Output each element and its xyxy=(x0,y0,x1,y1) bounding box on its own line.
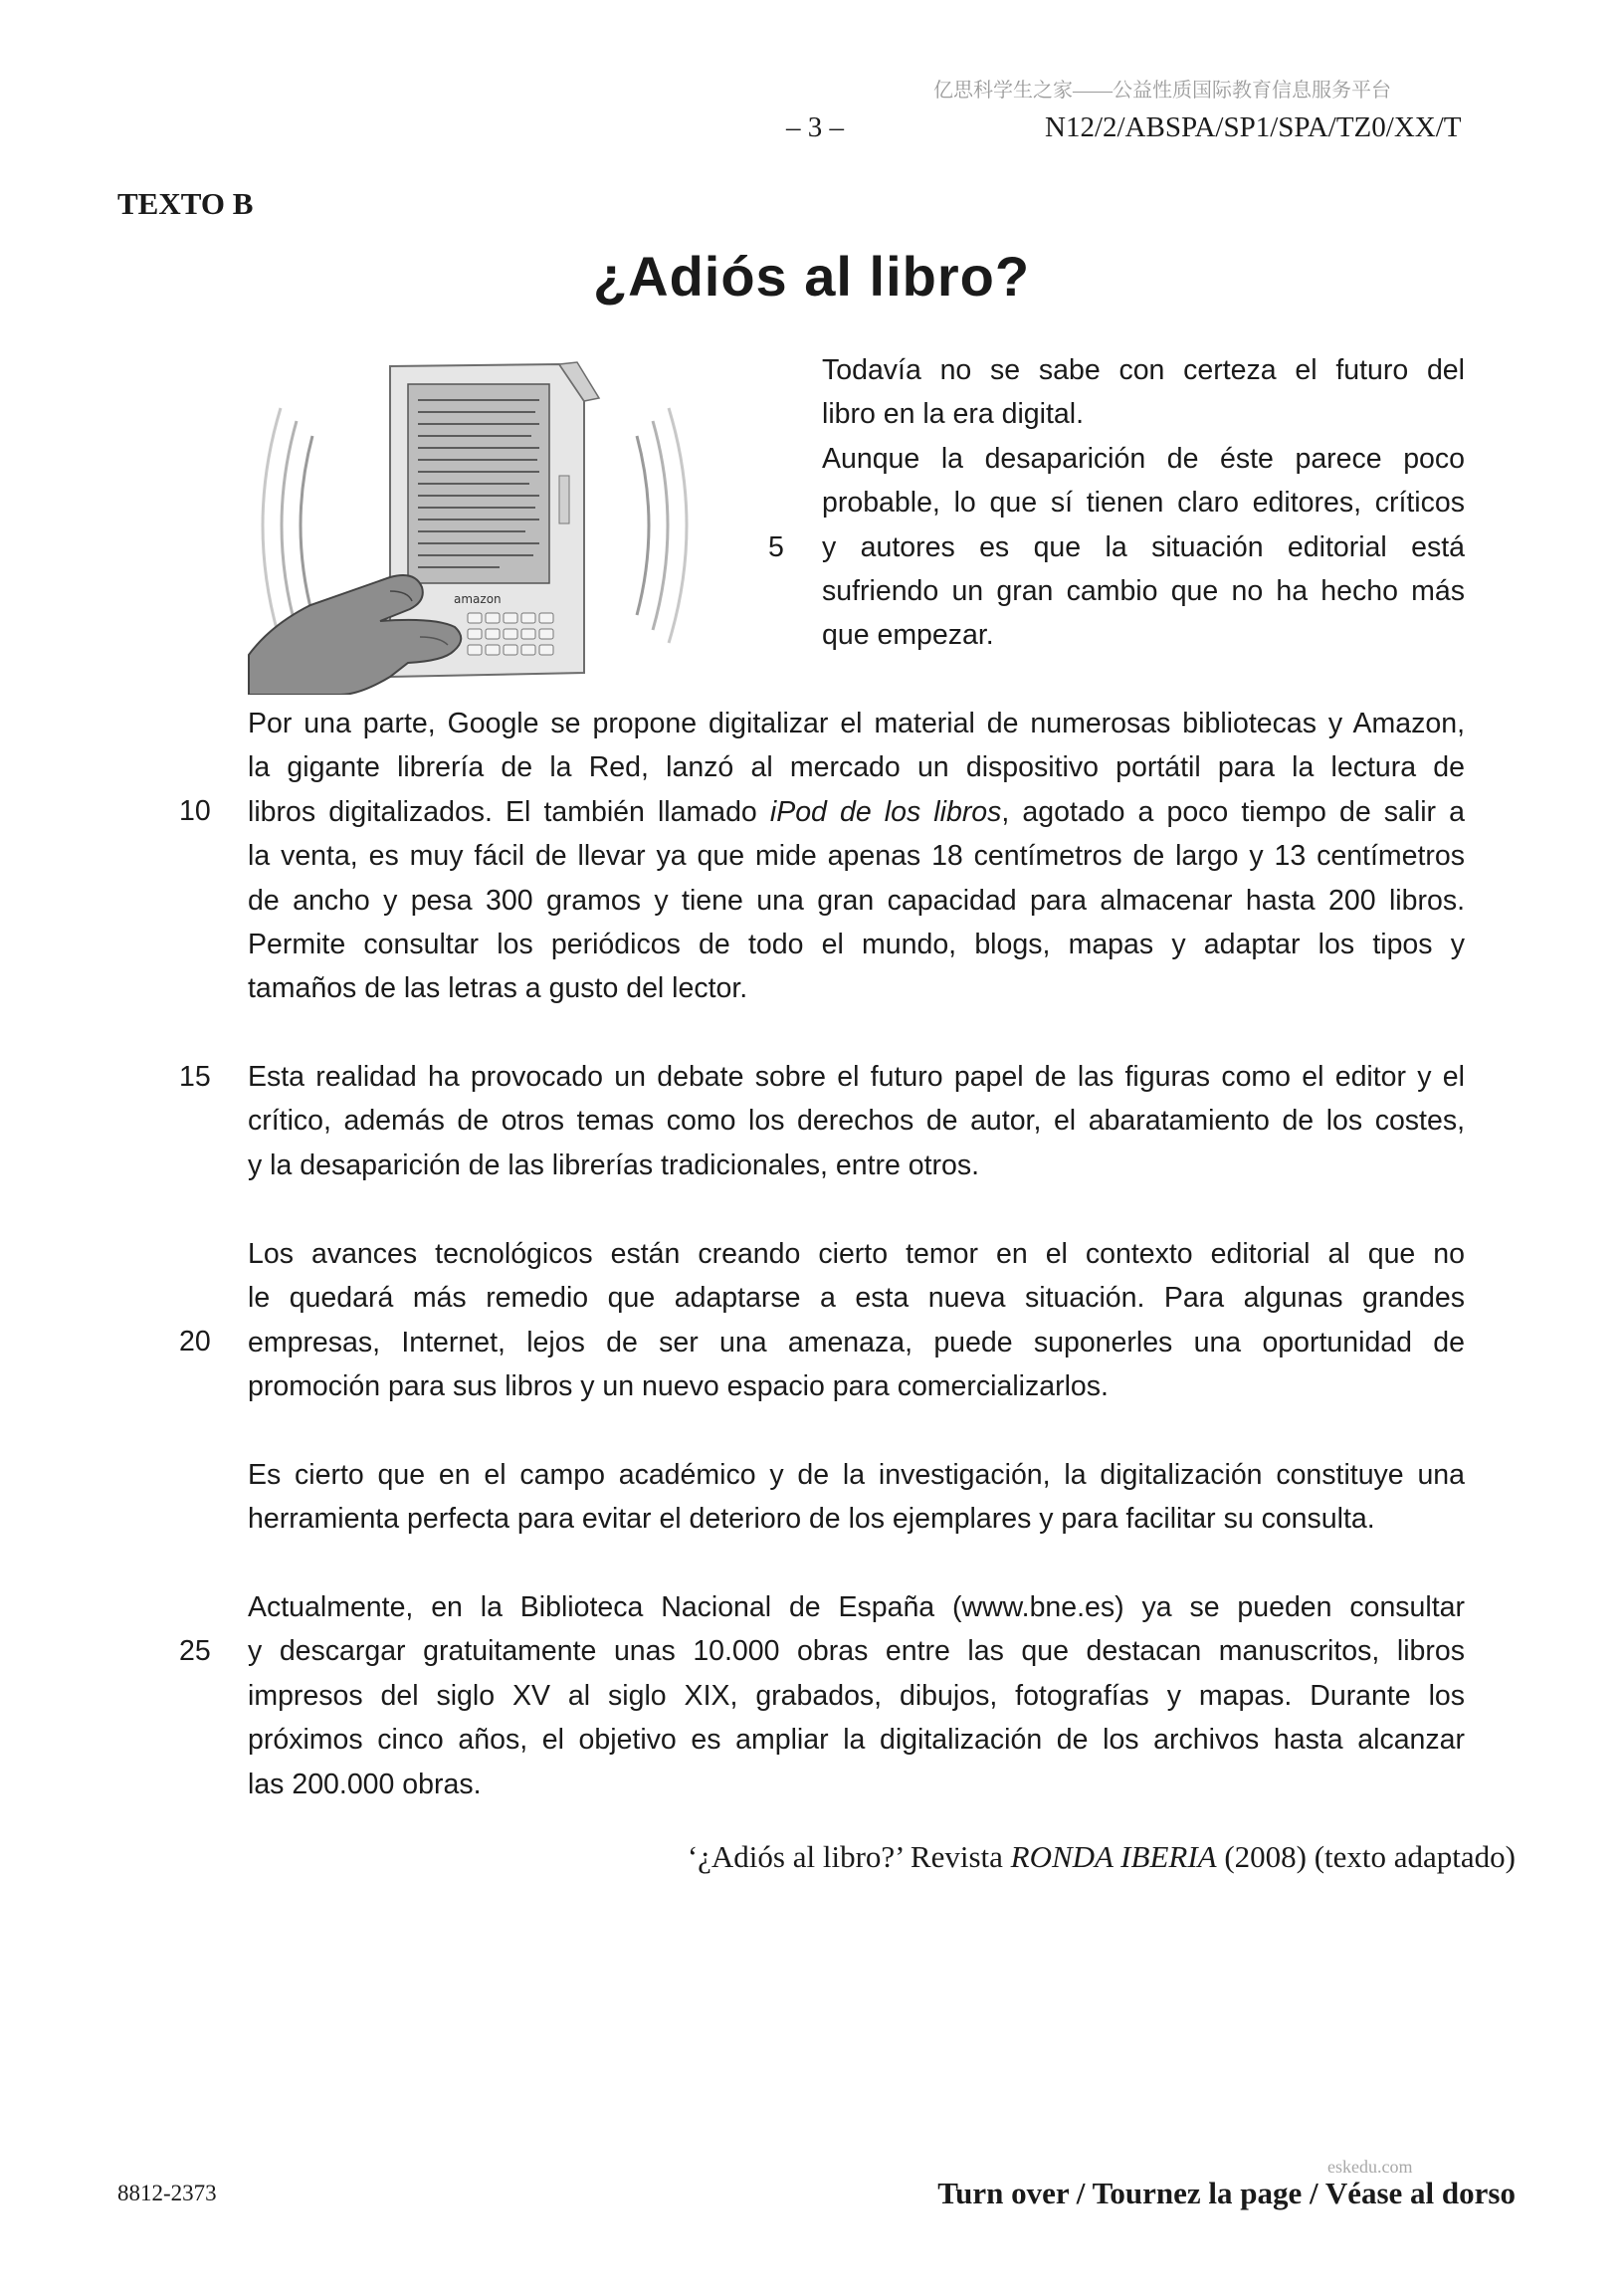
text-line: sufriendo un gran cambio que no ha hecho más xyxy=(822,574,1465,607)
text-line: herramienta perfecta para evitar el deterioro de los ejemplares y para facilitar su consulta. xyxy=(248,1503,1375,1536)
text-line: empresas, Internet, lejos de ser una amenaza, puede suponerles una oportunidad de xyxy=(248,1326,1465,1358)
brand-label: amazon xyxy=(454,592,502,606)
watermark-header: 亿思科学生之家——公益性质国际教育信息服务平台 xyxy=(933,80,1391,102)
text-line: Esta realidad ha provocado un debate sobre el futuro papel de las figuras como el editor y el xyxy=(248,1061,1465,1093)
text-run: , agotado a poco tiempo de salir a xyxy=(1001,795,1465,828)
text-line: Por una parte, Google se propone digitalizar el material de numerosas bibliotecas y Amazon, xyxy=(248,708,1465,739)
watermark-footer: eskedu.com xyxy=(1327,2157,1413,2177)
article-title: ¿Adiós al libro? xyxy=(592,245,1031,308)
source-citation xyxy=(688,1839,1516,1875)
paragraph-1 xyxy=(248,702,1465,1011)
page-number: – 3 – xyxy=(786,111,844,143)
text-line: Es cierto que en el campo académico y de la investigación, la digitalización constituye una xyxy=(248,1459,1465,1491)
italic-run: iPod de los libros xyxy=(769,795,1002,828)
text-line: libro en la era digital. xyxy=(822,398,1084,431)
footer-code: 8812-2373 xyxy=(117,2181,217,2205)
paragraph-5 xyxy=(248,1585,1465,1806)
text-line: que empezar. xyxy=(822,619,994,652)
exam-code: N12/2/ABSPA/SP1/SPA/TZ0/XX/T xyxy=(1045,111,1462,143)
text-line: y la desaparición de las librerías tradicionales, entre otros. xyxy=(248,1148,980,1181)
text-line: de ancho y pesa 300 gramos y tiene una gran capacidad para almacenar hasta 200 libros. xyxy=(248,884,1465,917)
text-run: libros digitalizados. El también llamado xyxy=(248,795,770,828)
line-number: 15 xyxy=(179,1061,211,1093)
intro-text xyxy=(822,348,1465,658)
paragraph-2 xyxy=(248,1055,1465,1187)
line-number: 20 xyxy=(179,1326,211,1357)
text-line: Los avances tecnológicos están creando cierto temor en el contexto editorial al que no xyxy=(248,1238,1465,1270)
text-line: y autores es que la situación editorial está xyxy=(822,530,1465,563)
text-line: Actualmente, en la Biblioteca Nacional de España (www.bne.es) ya se pueden consultar xyxy=(248,1591,1465,1623)
magazine-name: RONDA IBERIA xyxy=(1010,1839,1217,1874)
text-line: y descargar gratuitamente unas 10.000 obras entre las que destacan manuscritos, libros xyxy=(248,1635,1465,1668)
turn-over-notice: Turn over / Tournez la page / Véase al dorso xyxy=(937,2176,1516,2210)
text-line: probable, lo que sí tienen claro editores, críticos xyxy=(822,487,1465,520)
text-line: las 200.000 obras. xyxy=(248,1768,482,1800)
text-line: crítico, además de otros temas como los derechos de autor, el abaratamiento de los costes, xyxy=(248,1105,1465,1138)
ereader-illustration xyxy=(241,356,709,695)
text-line: tamaños de las letras a gusto del lector. xyxy=(248,972,748,1005)
text-line: Todavía no se sabe con certeza el futuro del xyxy=(822,354,1465,386)
text-line xyxy=(248,790,1465,834)
text-line: Aunque la desaparición de éste parece poco xyxy=(822,442,1465,475)
paragraph-3 xyxy=(248,1232,1465,1409)
text-line: promoción para sus libros y un nuevo espacio para comercializarlos. xyxy=(248,1370,1109,1403)
text-line: impresos del siglo XV al siglo XIX, grabados, dibujos, fotografías y mapas. Durante los xyxy=(248,1679,1465,1712)
line-number: 5 xyxy=(768,531,784,563)
text-line: Permite consultar los periódicos de todo el mundo, blogs, mapas y adaptar los tipos y xyxy=(248,928,1465,960)
text-line: le quedará más remedio que adaptarse a esta nueva situación. Para algunas grandes xyxy=(248,1282,1465,1315)
paragraph-4 xyxy=(248,1453,1465,1542)
text-line: próximos cinco años, el objetivo es ampliar la digitalización de los archivos hasta alcanzar xyxy=(248,1724,1465,1757)
text-line: la venta, es muy fácil de llevar ya que mide apenas 18 centímetros de largo y 13 centímetros xyxy=(248,840,1465,873)
line-number: 10 xyxy=(179,795,211,827)
citation-text: (2008) (texto adaptado) xyxy=(1216,1839,1516,1874)
text-line: la gigante librería de la Red, lanzó al mercado un dispositivo portátil para la lectura de xyxy=(248,751,1465,784)
citation-text: ‘¿Adiós al libro?’ Revista xyxy=(687,1839,1011,1874)
section-label: TEXTO B xyxy=(117,186,254,221)
line-number: 25 xyxy=(179,1635,211,1667)
